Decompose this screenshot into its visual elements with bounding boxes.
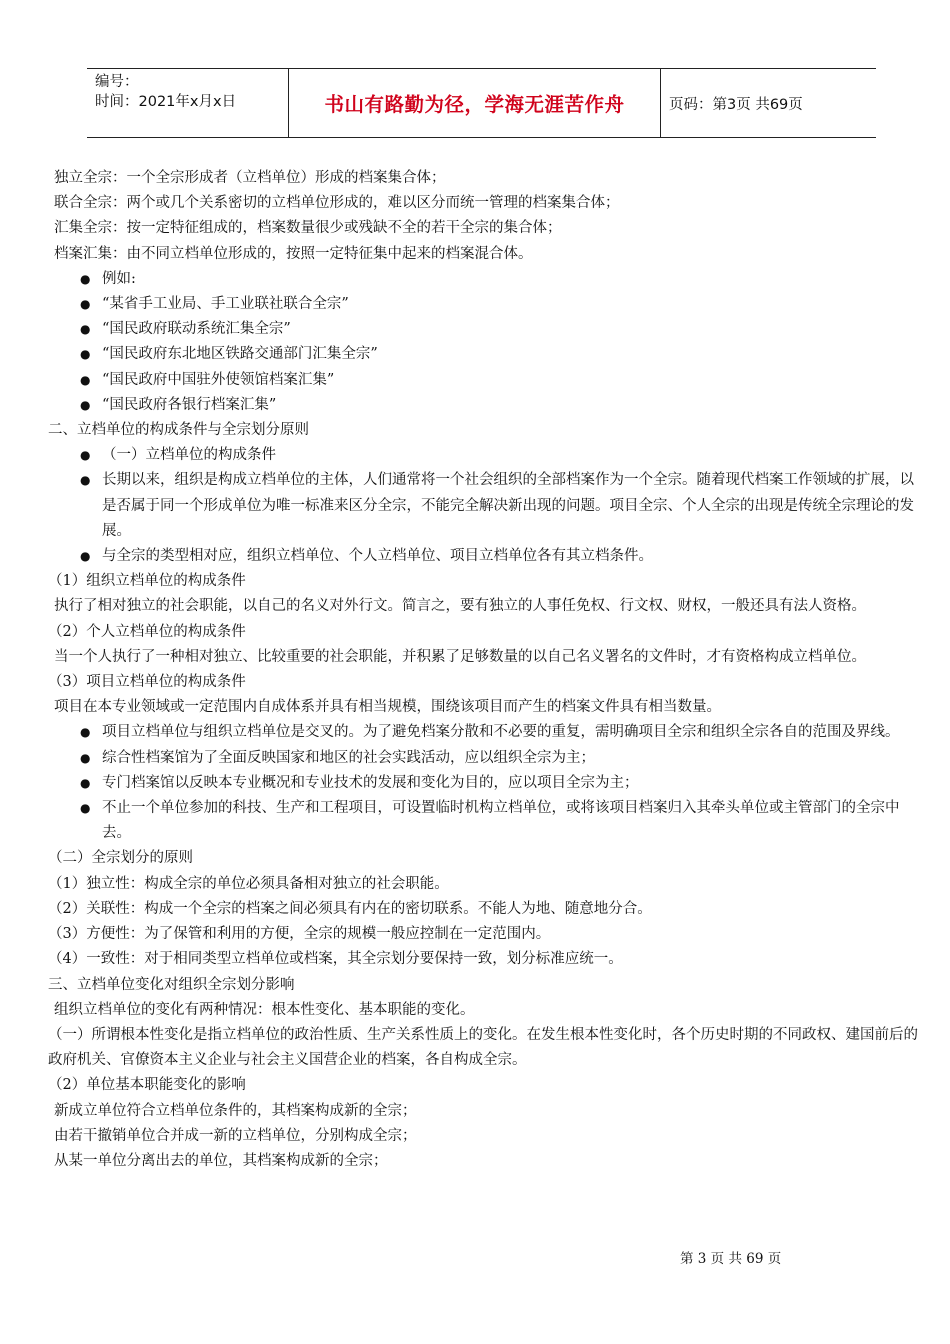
page-footer: 第 3 页 共 69 页 [680, 1251, 782, 1267]
text-line: 从某一单位分离出去的单位，其档案构成新的全宗； [54, 1152, 388, 1169]
text-line: 组织立档单位的变化有两种情况：根本性变化、基本职能的变化。 [54, 1001, 475, 1018]
header-motto: 书山有路勤为径，学海无涯苦作舟 [288, 69, 661, 137]
bullet-item: ● “国民政府各银行档案汇集” [48, 393, 920, 418]
text-line: 三、立档单位变化对组织全宗划分影响 [48, 976, 295, 993]
bullet-item: ● 项目立档单位与组织立档单位是交叉的。为了避免档案分散和不必要的重复，需明确项目全宗和组织全宗各自的范围及界线。 [48, 720, 920, 745]
bullet-item: ● （一）立档单位的构成条件 [48, 443, 920, 468]
header-meta [87, 69, 288, 137]
text-line: （二）全宗划分的原则 [48, 850, 193, 867]
text-line: （3）项目立档单位的构成条件 [48, 674, 246, 691]
header-page-info: 页码：第3页 共69页 [669, 96, 803, 113]
text-line: （1）独立性：构成全宗的单位必须具备相对独立的社会职能。 [48, 875, 449, 892]
text-line: （3）方便性：为了保管和利用的方便，全宗的规模一般应控制在一定范围内。 [48, 926, 551, 943]
text-line: 新成立单位符合立档单位条件的，其档案构成新的全宗； [54, 1102, 417, 1119]
bullet-item: ● 例如: [48, 267, 920, 292]
paragraph: （一）所谓根本性变化是指立档单位的政治性质、生产关系性质上的变化。在发生根本性变化时，各个历史时期的不同政权、建国前后的政府机关、官僚资本主义企业与社会主义国营企业的档案，各自构成全宗。 [48, 1026, 918, 1069]
bullet-item: ● “国民政府东北地区铁路交通部门汇集全宗” [48, 342, 920, 367]
text-line: （4）一致性：对于相同类型立档单位或档案，其全宗划分要保持一致，划分标准应统一。 [48, 951, 623, 968]
text-line: 由若干撤销单位合并成一新的立档单位，分别构成全宗； [54, 1127, 417, 1144]
paragraph: 执行了相对独立的社会职能，以自己的名义对外行文。简言之，要有独立的人事任免权、行文权、财权，一般还具有法人资格。 [54, 598, 866, 615]
bullet-item: ● “国民政府中国驻外使领馆档案汇集” [48, 368, 920, 393]
text-line: 独立全宗：一个全宗形成者（立档单位）形成的档案集合体； [54, 170, 446, 186]
bullet-item: ● “某省手工业局、手工业联社联合全宗” [48, 292, 920, 317]
paragraph: 当一个人执行了一种相对独立、比较重要的社会职能，并积累了足够数量的以自己名义署名的文件时，才有资格构成立档单位。 [54, 648, 866, 665]
bullet-item: ● 专门档案馆以反映本专业概况和专业技术的发展和变化为目的，应以项目全宗为主； [48, 771, 920, 796]
text-line: （2）单位基本职能变化的影响 [48, 1077, 246, 1094]
text-line: 联合全宗：两个或几个关系密切的立档单位形成的，难以区分而统一管理的档案集合体； [54, 195, 620, 212]
page-header [87, 68, 876, 138]
text-line: 档案汇集：由不同立档单位形成的，按照一定特征集中起来的档案混合体。 [54, 245, 533, 262]
doc-time-label: 时间：2021年x月x日 [95, 94, 237, 110]
text-line: 项目在本专业领域或一定范围内自成体系并具有相当规模，围绕该项目而产生的档案文件具有相当数量。 [54, 699, 721, 716]
text-line: 汇集全宗：按一定特征组成的，档案数量很少或残缺不全的若干全宗的集合体； [54, 220, 562, 237]
document-body [48, 166, 920, 1174]
text-line: （2）关联性：构成一个全宗的档案之间必须具有内在的密切联系。不能人为地、随意地分合。 [48, 900, 652, 917]
text-line: 二、立档单位的构成条件与全宗划分原则 [48, 422, 309, 439]
text-line: （2）个人立档单位的构成条件 [48, 623, 246, 640]
bullet-item: ● 不止一个单位参加的科技、生产和工程项目，可设置临时机构立档单位，或将该项目档案归入其牵头单位或主管部门的全宗中去。 [48, 796, 920, 846]
bullet-item: ● 长期以来，组织是构成立档单位的主体，人们通常将一个社会组织的全部档案作为一个全宗。随着现代档案工作领域的扩展，以是否属于同一个形成单位为唯一标准来区分全宗，不能完全解决新出现的问题。项目全宗、个人全宗的出现是传统全宗理论的发展。 [48, 468, 920, 544]
bullet-item: ● 与全宗的类型相对应，组织立档单位、个人立档单位、项目立档单位各有其立档条件。 [48, 544, 920, 569]
bullet-item: ● “国民政府联动系统汇集全宗” [48, 317, 920, 342]
doc-number-label: 编号： [95, 74, 139, 90]
text-line: （1）组织立档单位的构成条件 [48, 573, 246, 590]
bullet-item: ● 综合性档案馆为了全面反映国家和地区的社会实践活动，应以组织全宗为主； [48, 746, 920, 771]
